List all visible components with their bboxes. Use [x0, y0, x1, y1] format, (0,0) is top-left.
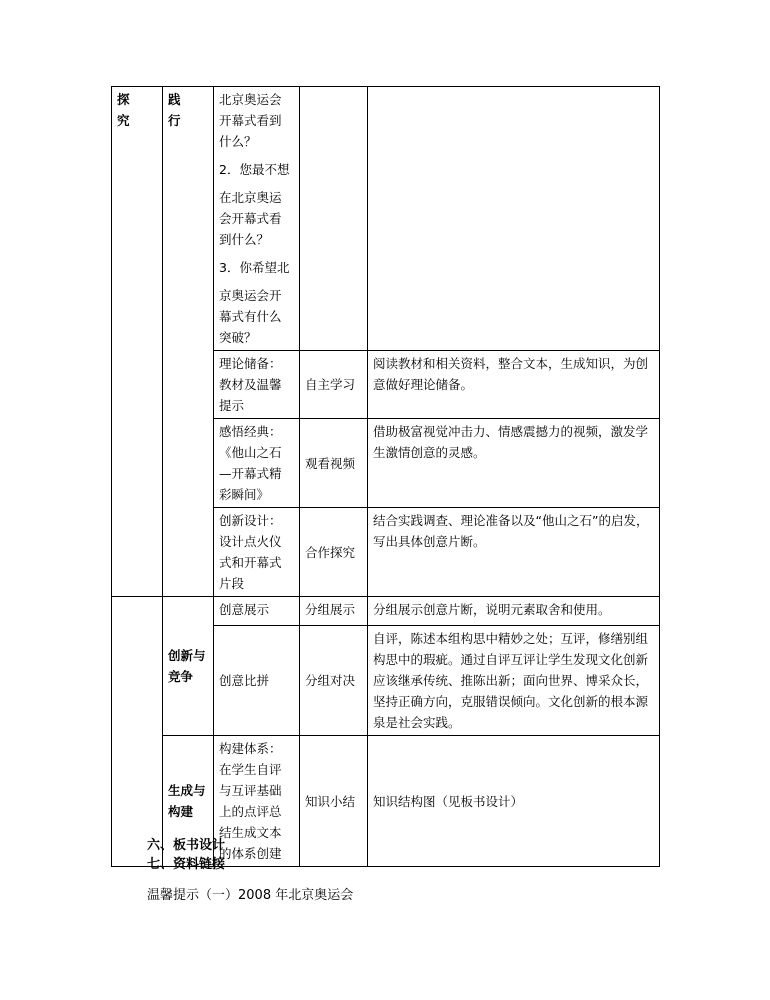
- questions-cell: [214, 87, 300, 351]
- method-cell: 自主学习: [300, 351, 368, 419]
- content-cell: 理论储备： 教材及温馨 提示: [214, 351, 300, 419]
- stage-construct-label: 生成与 构建: [163, 736, 214, 867]
- method-cell: 合作探究: [300, 508, 368, 597]
- stage-explore-label: 探 究: [112, 87, 163, 597]
- empty-method-cell: [300, 87, 368, 351]
- intent-cell: 阅读教材和相关资料，整合文本，生成知识，为创意做好理论储备。: [368, 351, 660, 419]
- question-1: 北京奥运会 开幕式看到 什么？: [219, 92, 282, 149]
- table-row: [112, 87, 660, 351]
- intent-cell: 结合实践调查、理论准备以及“他山之石”的启发，写出具体创意片断。: [368, 508, 660, 597]
- intent-cell: 分组展示创意片断，说明元素取舍和使用。: [368, 597, 660, 626]
- intent-cell: 知识结构图（见板书设计）: [368, 736, 660, 867]
- stage-explore-continued: [112, 597, 163, 867]
- content-cell: 创意展示: [214, 597, 300, 626]
- section-heading-board-design: 六、板书设计: [147, 838, 226, 853]
- method-cell: 分组对决: [300, 626, 368, 736]
- lesson-plan-table: [111, 86, 660, 867]
- empty-intent-cell: [368, 87, 660, 351]
- method-cell: 分组展示: [300, 597, 368, 626]
- method-cell: 观看视频: [300, 419, 368, 508]
- content-cell: 感悟经典： 《他山之石 —开幕式精 彩瞬间》: [214, 419, 300, 508]
- content-cell: 创意比拼: [214, 626, 300, 736]
- question-3: 京奥运会开 幕式有什么 突破？: [219, 288, 282, 345]
- stage-innovation-label: 创新与 竞争: [163, 597, 214, 736]
- question-2-title: 2．您最不想: [219, 162, 290, 177]
- stage-practice-label: 践 行: [163, 87, 214, 597]
- content-cell: 构建体系： 在学生自评 与互评基础 上的点评总 结生成文本 的体系创建: [214, 736, 300, 867]
- intent-cell: 借助极富视觉冲击力、情感震撼力的视频，激发学生激情创意的灵感。: [368, 419, 660, 508]
- section-heading-resources: 七、资料链接: [147, 857, 226, 872]
- intent-cell: 自评，陈述本组构思中精妙之处；互评，修缮别组构思中的瑕疵。通过自评互评让学生发现文化创新应该继承传统、推陈出新；面向世界、博采众长，坚持正确方向，克服错误倾向。文化创新的根本源泉是社会实践。: [368, 626, 660, 736]
- question-2: 在北京奥运 会开幕式看 到什么？: [219, 190, 282, 247]
- content-cell: 创新设计： 设计点火仪 式和开幕式 片段: [214, 508, 300, 597]
- table-row: [112, 597, 660, 626]
- method-cell: 知识小结: [300, 736, 368, 867]
- question-3-title: 3．你希望北: [219, 260, 290, 275]
- resource-note: 温馨提示（一）2008 年北京奥运会: [147, 888, 354, 903]
